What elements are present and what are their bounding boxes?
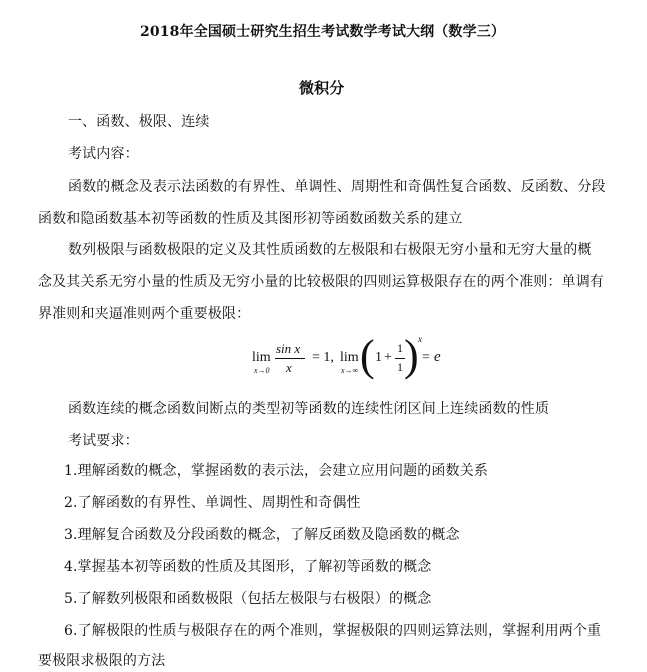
right-parenthesis: )	[404, 331, 419, 380]
fraction-bar	[275, 358, 305, 359]
lim-subscript: x→0	[254, 366, 270, 375]
chapter-heading: 一、函数、极限、连续	[68, 114, 210, 130]
plus-sign: +	[384, 350, 392, 365]
euler-e: e	[434, 349, 441, 365]
requirement-item: 1.理解函数的概念，掌握函数的表示法，会建立应用问题的函数关系	[64, 463, 489, 479]
paragraph-line: 念及其关系无穷小量的性质及无穷小量的比较极限的四则运算极限存在的两个准则：单调有	[38, 274, 604, 290]
lim-symbol-2: lim	[340, 350, 359, 365]
left-parenthesis: (	[360, 331, 375, 380]
inner-fraction-denominator: 1	[397, 360, 403, 374]
limit-formula	[250, 331, 422, 384]
inner-fraction-numerator: 1	[397, 341, 403, 355]
paragraph-line: 界准则和夹逼准则两个重要极限：	[38, 306, 251, 322]
paragraph-line: 函数和隐函数基本初等函数的性质及其图形初等函数函数关系的建立	[38, 211, 463, 227]
paragraph-line: 函数连续的概念函数间断点的类型初等函数的连续性闭区间上连续函数的性质	[68, 401, 550, 417]
requirement-item: 4.掌握基本初等函数的性质及其图形，了解初等函数的概念	[64, 559, 432, 575]
requirements-label: 考试要求：	[68, 433, 139, 449]
equals-sign: =	[422, 350, 430, 365]
lim-subscript-2: x→∞	[341, 366, 359, 375]
content-label: 考试内容：	[68, 146, 139, 162]
section-title: 微积分	[299, 79, 345, 97]
paragraph-line: 数列极限与函数极限的定义及其性质函数的左极限和右极限无穷小量和无穷大量的概	[68, 242, 592, 258]
one-term: 1	[375, 350, 382, 365]
requirement-item: 5.了解数列极限和函数极限（包括左极限与右极限）的概念	[64, 591, 432, 607]
requirement-item: 要极限求极限的方法	[38, 653, 166, 669]
requirement-item: 6.了解极限的性质与极限存在的两个准则，掌握极限的四则运算法则，掌握利用两个重	[64, 623, 602, 639]
paragraph-line: 函数的概念及表示法函数的有界性、单调性、周期性和奇偶性复合函数、反函数、分段	[68, 179, 606, 195]
requirement-item: 3.理解复合函数及分段函数的概念，了解反函数及隐函数的概念	[64, 527, 460, 543]
fraction-numerator: sin x	[276, 341, 301, 356]
fraction-denominator: x	[286, 360, 292, 375]
equals-one: = 1,	[312, 350, 334, 365]
lim-symbol: lim	[252, 350, 271, 365]
requirement-item: 2.了解函数的有界性、单调性、周期性和奇偶性	[64, 495, 361, 511]
exponent: x	[418, 334, 422, 344]
document-title: 2018年全国硕士研究生招生考试数学考试大纲（数学三）	[140, 24, 506, 40]
